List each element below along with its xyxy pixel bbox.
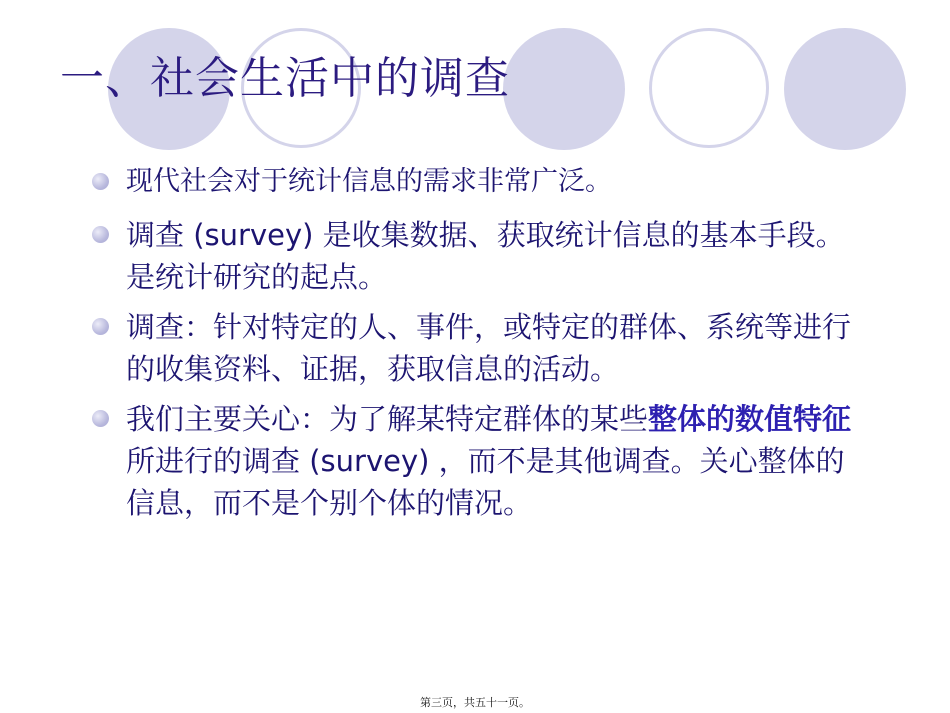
bullet-dot-icon [92,173,109,190]
bullet-item [88,398,868,524]
bullet-text: 调查 (survey) 是收集数据、获取统计信息的基本手段。是统计研究的起点。 [126,218,845,294]
bullet-item [88,306,868,390]
bullet-dot-icon [92,410,109,427]
slide-title: 一、社会生活中的调查 [60,53,510,104]
bullet-text-before: 我们主要关心：为了解某特定群体的某些 [126,402,649,436]
bullet-text: 现代社会对于统计信息的需求非常广泛。 [126,166,612,197]
decor-ring-2 [649,28,769,148]
bullet-text-after: 所进行的调查 (survey) ，而不是其他调查。关心整体的信息，而不是个别个体的情况。 [126,444,845,520]
page-footer: 第三页，共五十一页。 [420,696,530,709]
bullet-dot-icon [92,318,109,335]
decor-circle-3 [784,28,906,150]
bullet-text: 调查：针对特定的人、事件，或特定的群体、系统等进行的收集资料、证据，获取信息的活动。 [126,310,852,386]
bullet-dot-icon [92,226,109,243]
bullet-item [88,214,868,298]
bullet-text-emphasis: 整体的数值特征 [648,402,852,436]
decor-circle-2 [503,28,625,150]
bullet-list [88,162,868,532]
bullet-item [88,162,868,202]
